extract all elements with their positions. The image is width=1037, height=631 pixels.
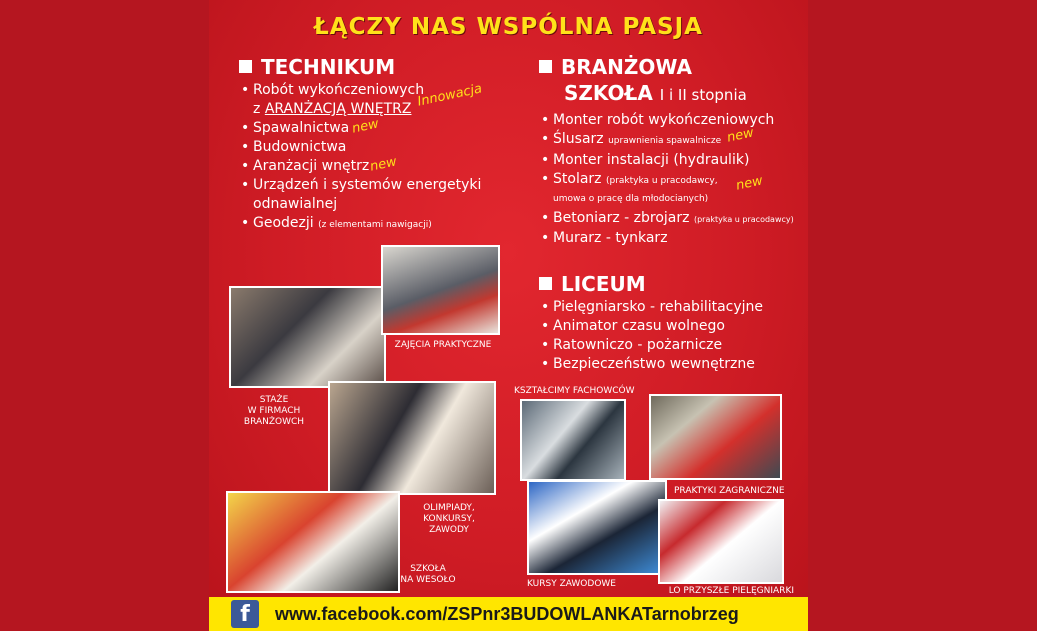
list-item: [541, 151, 801, 170]
poster: [209, 0, 808, 631]
caption-line: ZAWODY: [429, 525, 469, 535]
caption-wesolo: [397, 564, 459, 586]
caption-zagraniczne: PRAKTYKI ZAGRANICZNE: [674, 486, 785, 496]
list-item: [241, 195, 511, 214]
photo-szkola-na-wesolo: [226, 491, 400, 593]
list-item-text: z: [253, 101, 265, 117]
new-tag: new: [734, 173, 765, 194]
technikum-title-text: TECHNIKUM: [261, 55, 396, 79]
photo-staze: [229, 286, 386, 388]
square-bullet-icon: [539, 277, 552, 290]
new-tag: new: [350, 116, 381, 137]
caption-pielegniarki: LO PRZYSZŁE PIELĘGNIARKI: [668, 586, 794, 596]
headline: ŁĄCZY NAS WSPÓLNA PASJA: [314, 14, 703, 40]
list-item: [241, 138, 511, 157]
liceum-title: [539, 272, 646, 296]
photo-kursy-zawodowe: [527, 480, 667, 575]
list-item-note: umowa o pracę dla młodocianych): [553, 194, 709, 204]
list-item-text: Budownictwa: [253, 139, 347, 155]
list-item-text: Bezpieczeństwo wewnętrzne: [553, 356, 755, 372]
list-item-text: Urządzeń i systemów energetyki: [253, 177, 482, 193]
square-bullet-icon: [539, 60, 552, 73]
photo-kształcimy-fachowcow: [520, 399, 626, 481]
list-item-text: Spawalnictwa: [253, 120, 350, 136]
list-item: [541, 336, 801, 355]
list-item-text: Ratowniczo - pożarnicze: [553, 337, 723, 353]
photo-praktyki-zagraniczne: [649, 394, 782, 480]
caption-line: W FIRMACH: [247, 406, 301, 416]
branzowa-title: [539, 55, 692, 79]
liceum-list: [541, 298, 801, 374]
caption-line: SZKOŁA: [410, 564, 446, 574]
new-tag: new: [368, 154, 399, 175]
list-item-text: Aranżacji wnętrz: [253, 158, 370, 174]
branzowa-title-text: BRANŻOWA: [561, 55, 693, 79]
list-item-note: (praktyka u pracodawcy): [693, 215, 794, 224]
list-item-text: Animator czasu wolnego: [553, 318, 725, 334]
list-item-note: (praktyka u pracodawcy,: [605, 176, 718, 186]
list-item-text: Murarz - tynkarz: [553, 230, 668, 246]
list-item: [541, 111, 801, 130]
caption-staze: [229, 395, 319, 428]
caption-line: NA WESOŁO: [400, 575, 456, 585]
list-item-underlined: ARANŻACJĄ WNĘTRZ: [264, 101, 412, 117]
list-item: [541, 298, 801, 317]
right-background: [808, 0, 1037, 631]
list-item: [241, 176, 511, 195]
list-item-text: Ślusarz: [553, 131, 604, 147]
caption-zajecia: ZAJĘCIA PRAKTYCZNE: [394, 340, 492, 350]
photo-przyszle-pielegniarki: [658, 499, 784, 584]
list-item-text: Robót wykończeniowych: [253, 82, 425, 98]
liceum-title-text: LICEUM: [561, 272, 646, 296]
list-item: [541, 130, 801, 151]
list-item: [541, 229, 801, 248]
list-item: [541, 355, 801, 374]
list-item-text: Stolarz: [553, 171, 602, 187]
list-item: [241, 214, 511, 235]
square-bullet-icon: [239, 60, 252, 73]
photo-olimpiady: [328, 381, 496, 495]
innowacja-tag: Innowacja: [416, 81, 484, 110]
branzowa-title-2: [564, 81, 747, 105]
facebook-icon[interactable]: f: [231, 600, 259, 628]
photo-zajecia-praktyczne: [381, 245, 500, 335]
branzowa-subtitle: I i II stopnia: [659, 86, 747, 104]
list-item-text: Betoniarz - zbrojarz: [553, 210, 690, 226]
list-item-text: Pielęgniarsko - rehabilitacyjne: [553, 299, 764, 315]
list-item-note: uprawnienia spawalnicze: [608, 136, 722, 146]
caption-line: OLIMPIADY,: [423, 503, 475, 513]
technikum-title: [239, 55, 395, 79]
left-background: [0, 0, 209, 631]
list-item-text: Geodezji: [253, 215, 314, 231]
facebook-link[interactable]: www.facebook.com/ZSPnr3BUDOWLANKATarnobrzeg: [275, 604, 739, 624]
list-item: [541, 209, 801, 229]
list-item-text: odnawialnej: [253, 196, 338, 212]
list-item-note: (z elementami nawigacji): [318, 220, 432, 230]
list-item: [541, 191, 801, 205]
caption-fachowcow: KSZTAŁCIMY FACHOWCÓW: [514, 386, 635, 396]
caption-line: STAŻE: [259, 395, 289, 405]
list-item-text: Monter robót wykończeniowych: [553, 112, 775, 128]
branzowa-title-text: SZKOŁA: [564, 81, 653, 105]
footer: [209, 597, 808, 631]
new-tag: new: [725, 125, 756, 146]
caption-olimpiady: [414, 503, 484, 536]
list-item-text: Monter instalacji (hydraulik): [553, 152, 750, 168]
list-item: [541, 317, 801, 336]
caption-line: BRANŻOWCH: [243, 417, 305, 427]
caption-kursy: KURSY ZAWODOWE: [527, 579, 616, 589]
caption-line: KONKURSY,: [423, 514, 475, 524]
